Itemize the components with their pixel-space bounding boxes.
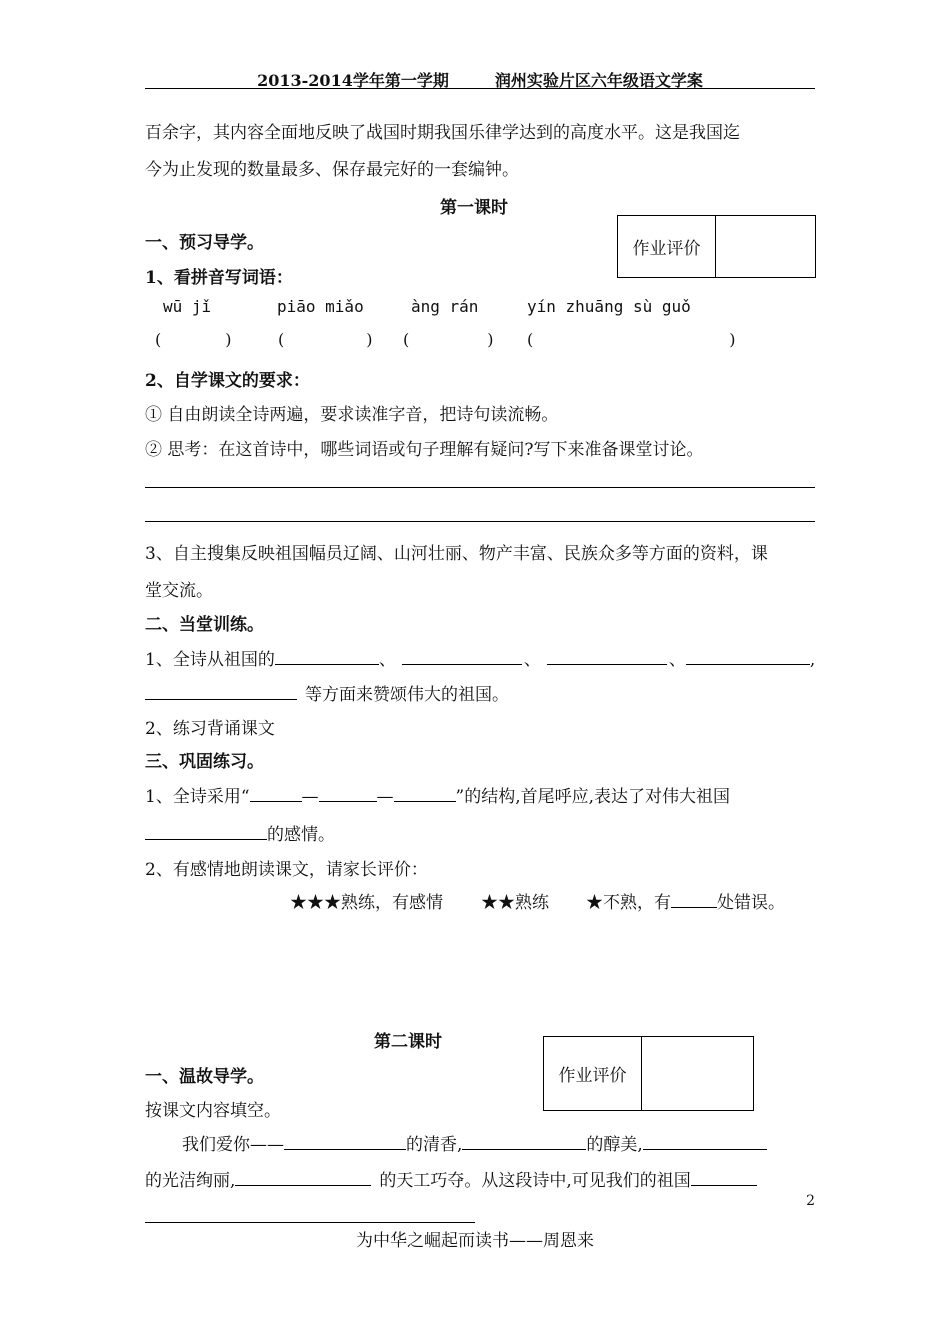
fill-p1-a: 我们爱你—— <box>182 1135 284 1155</box>
pinyin-2: piāo miǎo <box>277 297 364 316</box>
answer-line-2[interactable] <box>145 521 815 522</box>
rating-option-3-stars[interactable]: ★★★熟练，有感情 <box>290 893 443 913</box>
practice-1-prefix: 1、全诗从祖国的 <box>145 650 275 670</box>
section-review-title: 三、巩固练习。 <box>145 752 264 772</box>
section-warmup-title: 一、温故导学。 <box>145 1067 264 1087</box>
fill-instruction: 按课文内容填空。 <box>145 1101 281 1121</box>
fill-blank-1[interactable] <box>284 1133 406 1150</box>
homework-eval-label-1: 作业评价 <box>618 216 716 277</box>
pinyin-answer-4[interactable]: ( ) <box>527 330 736 349</box>
rating-1-prefix: ★不熟，有 <box>586 893 671 913</box>
review-1 <box>145 782 730 807</box>
blank-5[interactable] <box>145 683 297 700</box>
header-term: 2013-2014学年第一学期 <box>257 71 449 90</box>
section-practice-title: 二、当堂训练。 <box>145 615 264 635</box>
pinyin-answer-1[interactable]: ( ) <box>155 330 232 349</box>
section-preview-title: 一、预习导学。 <box>145 233 264 253</box>
intro-line-1: 百余字，其内容全面地反映了战国时期我国乐律学达到的高度水平。这是我国迄 <box>145 123 740 143</box>
blank-2[interactable] <box>402 648 522 665</box>
fill-p2-a: 的光洁绚丽, <box>145 1171 236 1191</box>
fill-p2-b: 的天工巧夺。从这段诗中,可见我们的祖国 <box>379 1171 691 1191</box>
review-1-line-2-suffix: 的感情。 <box>267 825 335 845</box>
page-number: 2 <box>806 1193 815 1209</box>
structure-blank-2[interactable] <box>319 785 377 802</box>
pinyin-1: wū jǐ <box>163 297 212 316</box>
pinyin-4: yín zhuāng sù guǒ <box>527 297 691 316</box>
blank-4[interactable] <box>686 648 810 665</box>
rating-1-suffix: 处错误。 <box>717 893 785 913</box>
dash-2: — <box>376 787 394 807</box>
requirement-2: ② 思考：在这首诗中，哪些词语或句子理解有疑问?写下来准备课堂讨论。 <box>145 440 704 460</box>
fill-p1-b: 的清香, <box>406 1135 463 1155</box>
structure-blank-1[interactable] <box>250 785 302 802</box>
rating-option-2-stars[interactable]: ★★熟练 <box>481 893 549 913</box>
homework-eval-label-2: 作业评价 <box>544 1037 642 1110</box>
requirement-1: ① 自由朗读全诗两遍，要求读准字音，把诗句读流畅。 <box>145 405 559 425</box>
homework-eval-score-2[interactable] <box>642 1037 753 1110</box>
fill-p1-c: 的醇美, <box>586 1135 643 1155</box>
question-3-line-1: 3、自主搜集反映祖国幅员辽阔、山河壮丽、物产丰富、民族众多等方面的资料，课 <box>145 544 768 564</box>
fill-paragraph-line-2 <box>145 1166 757 1191</box>
intro-line-2: 今为止发现的数量最多、保存最完好的一套编钟。 <box>145 160 519 180</box>
homework-eval-box-1 <box>617 215 816 278</box>
lesson2-title: 第二课时 <box>374 1032 442 1052</box>
lesson1-title: 第一课时 <box>440 198 508 218</box>
pinyin-answer-2[interactable]: ( ) <box>278 330 373 349</box>
footer-rule <box>145 1222 475 1223</box>
fill-blank-4[interactable] <box>235 1169 371 1186</box>
review-1-line-2 <box>145 820 335 845</box>
practice-1-suffix: 等方面来赞颂伟大的祖国。 <box>305 685 509 705</box>
review-2: 2、有感情地朗读课文，请家长评价： <box>145 860 428 880</box>
question-3-line-2: 堂交流。 <box>145 581 213 601</box>
homework-eval-score-1[interactable] <box>716 216 815 277</box>
fill-blank-5[interactable] <box>691 1169 757 1186</box>
footer-quote: 为中华之崛起而读书——周恩来 <box>356 1231 594 1251</box>
self-study-title: 2、自学课文的要求： <box>145 371 310 391</box>
pinyin-3: àng rán <box>411 297 479 316</box>
homework-eval-box-2 <box>543 1036 754 1111</box>
fill-paragraph-line-1 <box>182 1130 767 1155</box>
practice-1: 1、全诗从祖国的 、 、 、 , <box>145 650 816 670</box>
pinyin-answer-3[interactable]: ( ) <box>403 330 494 349</box>
rating-option-1-star[interactable] <box>586 888 785 913</box>
structure-blank-3[interactable] <box>394 785 456 802</box>
practice-1-line-2 <box>145 680 509 705</box>
review-1-prefix: 1、全诗采用“ <box>145 787 250 807</box>
blank-3[interactable] <box>547 648 667 665</box>
pinyin-question-title: 1、看拼音写词语： <box>145 268 293 288</box>
error-count-blank[interactable] <box>671 891 717 908</box>
header-rule <box>145 88 815 89</box>
blank-1[interactable] <box>275 648 379 665</box>
fill-blank-2[interactable] <box>462 1133 586 1150</box>
review-1-suffix: ”的结构,首尾呼应,表达了对伟大祖国 <box>455 787 731 807</box>
header-title: 润州实验片区六年级语文学案 <box>494 71 703 90</box>
practice-2: 2、练习背诵课文 <box>145 719 275 739</box>
dash-1: — <box>301 787 319 807</box>
feeling-blank[interactable] <box>145 823 267 840</box>
answer-line-1[interactable] <box>145 487 815 488</box>
fill-blank-3[interactable] <box>643 1133 767 1150</box>
